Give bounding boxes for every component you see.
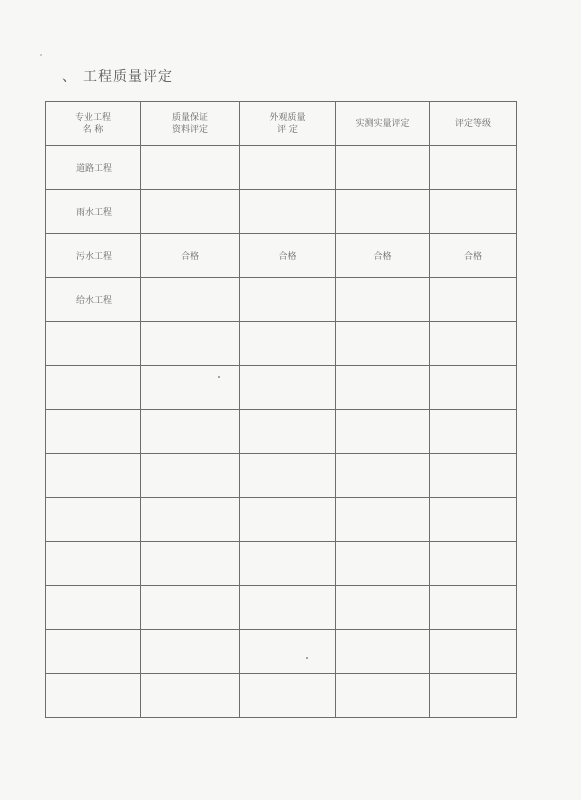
- scan-speck: [218, 376, 220, 378]
- section-heading: [62, 66, 173, 86]
- row-cell-value: [240, 498, 336, 542]
- table-row: [46, 586, 517, 630]
- row-project-name: [46, 454, 141, 498]
- header-line: 评定等级: [454, 118, 491, 129]
- row-cell-value: [240, 146, 336, 190]
- row-project-name: 雨水工程: [46, 190, 141, 234]
- row-cell-value: [336, 278, 430, 322]
- row-cell-value: 合格: [240, 234, 336, 278]
- table-row: [46, 674, 517, 718]
- row-cell-value: [430, 278, 517, 322]
- row-project-name: 污水工程: [46, 234, 141, 278]
- row-cell-value: [336, 674, 430, 718]
- table-header-row: [46, 102, 517, 146]
- row-project-name: 道路工程: [46, 146, 141, 190]
- row-project-name: [46, 674, 141, 718]
- row-cell-value: [141, 146, 240, 190]
- header-line: 专业工程: [74, 112, 111, 123]
- row-cell-value: [336, 498, 430, 542]
- row-cell-value: [430, 190, 517, 234]
- row-cell-value: [336, 190, 430, 234]
- row-cell-value: [240, 190, 336, 234]
- row-cell-value: 合格: [336, 234, 430, 278]
- table-row: [46, 630, 517, 674]
- row-cell-value: [141, 586, 240, 630]
- row-cell-value: [336, 630, 430, 674]
- row-cell-value: [240, 366, 336, 410]
- row-cell-value: [336, 322, 430, 366]
- header-grade: [430, 102, 517, 146]
- header-line: 实测实量评定: [355, 118, 410, 129]
- header-line: 评 定: [277, 124, 298, 135]
- table-row: [46, 542, 517, 586]
- row-cell-value: [141, 322, 240, 366]
- row-cell-value: [430, 542, 517, 586]
- row-cell-value: [141, 190, 240, 234]
- row-project-name: 给水工程: [46, 278, 141, 322]
- header-appearance-quality: [240, 102, 336, 146]
- row-project-name: [46, 366, 141, 410]
- scan-speck: [306, 657, 308, 659]
- table-row: [46, 234, 517, 278]
- row-cell-value: [141, 410, 240, 454]
- row-cell-value: [336, 542, 430, 586]
- table-row: [46, 322, 517, 366]
- row-cell-value: [141, 454, 240, 498]
- scan-speck: [40, 54, 42, 56]
- header-project-name: [46, 102, 141, 146]
- row-cell-value: [240, 630, 336, 674]
- row-cell-value: [430, 366, 517, 410]
- row-cell-value: [336, 586, 430, 630]
- row-cell-value: [430, 146, 517, 190]
- row-cell-value: [240, 322, 336, 366]
- header-line: 资料评定: [171, 124, 208, 135]
- section-number: 、: [62, 69, 77, 85]
- row-cell-value: [141, 674, 240, 718]
- row-cell-value: 合格: [141, 234, 240, 278]
- table-row: [46, 454, 517, 498]
- row-cell-value: 合格: [430, 234, 517, 278]
- row-cell-value: [336, 410, 430, 454]
- row-cell-value: [430, 630, 517, 674]
- row-cell-value: [240, 586, 336, 630]
- header-line: 名 称: [82, 124, 104, 135]
- row-project-name: [46, 410, 141, 454]
- row-cell-value: [430, 674, 517, 718]
- table-body: [46, 146, 517, 718]
- row-cell-value: [240, 410, 336, 454]
- row-cell-value: [141, 498, 240, 542]
- row-cell-value: [141, 366, 240, 410]
- row-cell-value: [430, 322, 517, 366]
- quality-assessment-table: [45, 101, 517, 718]
- row-cell-value: [141, 630, 240, 674]
- table-row: [46, 146, 517, 190]
- row-cell-value: [336, 454, 430, 498]
- header-line: 外观质量: [269, 112, 306, 123]
- row-cell-value: [240, 278, 336, 322]
- row-cell-value: [240, 454, 336, 498]
- row-project-name: [46, 322, 141, 366]
- table-row: [46, 190, 517, 234]
- section-title: 工程质量评定: [83, 69, 173, 85]
- row-cell-value: [430, 454, 517, 498]
- table-row: [46, 278, 517, 322]
- row-cell-value: [430, 498, 517, 542]
- header-quality-assurance: [141, 102, 240, 146]
- table-row: [46, 498, 517, 542]
- table-row: [46, 366, 517, 410]
- header-line: 质量保证: [171, 112, 208, 123]
- row-project-name: [46, 542, 141, 586]
- row-cell-value: [240, 542, 336, 586]
- row-cell-value: [141, 278, 240, 322]
- row-project-name: [46, 586, 141, 630]
- row-cell-value: [336, 146, 430, 190]
- row-project-name: [46, 498, 141, 542]
- row-cell-value: [240, 674, 336, 718]
- table-row: [46, 410, 517, 454]
- header-measurement: [336, 102, 430, 146]
- row-cell-value: [336, 366, 430, 410]
- row-cell-value: [141, 542, 240, 586]
- row-cell-value: [430, 410, 517, 454]
- row-cell-value: [430, 586, 517, 630]
- row-project-name: [46, 630, 141, 674]
